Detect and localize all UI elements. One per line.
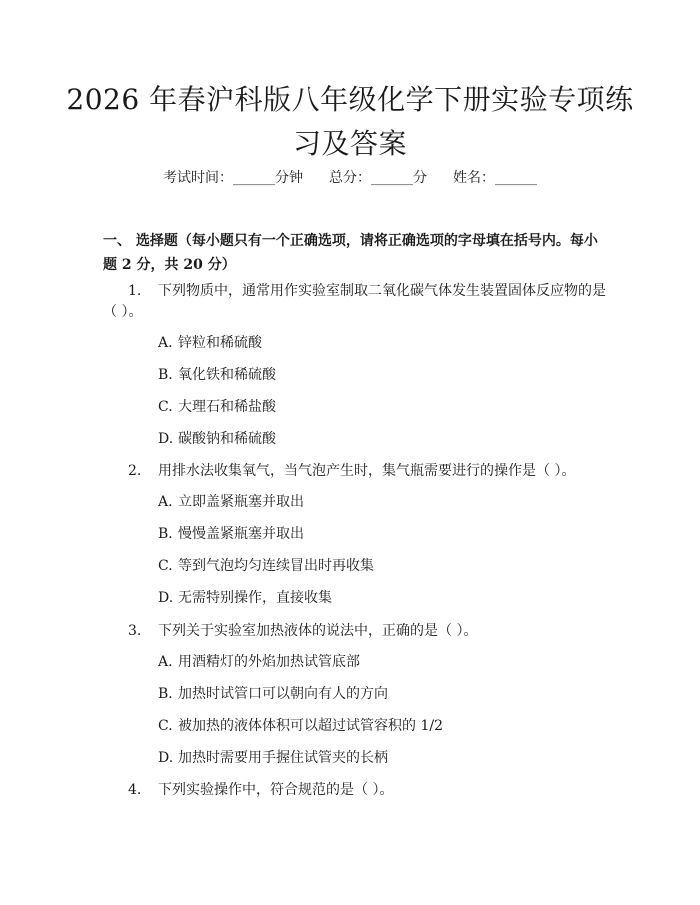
question-text: 下列实验操作中，符合规范的是（ ）。 bbox=[158, 782, 394, 798]
question-1-option-c: C. 大理石和稀盐酸 bbox=[158, 399, 276, 415]
question-text: 下列关于实验室加热液体的说法中，正确的是（ ）。 bbox=[158, 623, 478, 639]
question-3-option-c: C. 被加热的液体体积可以超过试管容积的 1/2 bbox=[158, 718, 443, 734]
exam-score: 总分：______分 bbox=[329, 170, 427, 186]
section-heading: 一、 选择题（每小题只有一个正确选项，请将正确选项的字母填在括号内。每小题 2 分，共 20 分） bbox=[103, 233, 598, 273]
student-name: 姓名：______ bbox=[453, 170, 537, 186]
question-3-option-a: A. 用酒精灯的外焰加热试管底部 bbox=[158, 654, 360, 670]
question-number: 1. bbox=[128, 283, 142, 299]
question-3-option-d: D. 加热时需要用手握住试管夹的长柄 bbox=[158, 750, 388, 766]
title-line-1: 2026 年春沪科版八年级化学下册实验专项练 bbox=[66, 83, 634, 116]
question-number: 4. bbox=[128, 782, 142, 798]
question-text: 用排水法收集氧气，当气泡产生时，集气瓶需要进行的操作是（ ）。 bbox=[158, 463, 576, 479]
question-2-option-b: B. 慢慢盖紧瓶塞并取出 bbox=[158, 526, 304, 542]
question-2-option-c: C. 等到气泡均匀连续冒出时再收集 bbox=[158, 558, 374, 574]
question-number: 2. bbox=[128, 463, 142, 479]
question-text: 下列物质中，通常用作实验室制取二氧化碳气体发生装置固体反应物的是 bbox=[158, 283, 606, 299]
question-2 bbox=[103, 459, 608, 483]
question-1-option-b: B. 氧化铁和稀硫酸 bbox=[158, 367, 276, 383]
question-1-option-d: D. 碳酸钠和稀硫酸 bbox=[158, 431, 276, 447]
exam-time: 考试时间：______分钟 bbox=[163, 170, 303, 186]
question-3 bbox=[103, 619, 608, 643]
question-2-option-d: D. 无需特别操作，直接收集 bbox=[158, 590, 332, 606]
question-1-continuation: （ ）。 bbox=[103, 304, 143, 320]
document-title bbox=[60, 78, 640, 166]
question-1-option-a: A. 锌粒和稀硫酸 bbox=[158, 335, 262, 351]
title-line-2: 习及答案 bbox=[292, 127, 407, 160]
exam-info bbox=[0, 168, 700, 188]
question-4 bbox=[103, 778, 608, 802]
question-3-option-b: B. 加热时试管口可以朝向有人的方向 bbox=[158, 686, 388, 702]
question-number: 3. bbox=[128, 623, 142, 639]
question-2-option-a: A. 立即盖紧瓶塞并取出 bbox=[158, 494, 304, 510]
